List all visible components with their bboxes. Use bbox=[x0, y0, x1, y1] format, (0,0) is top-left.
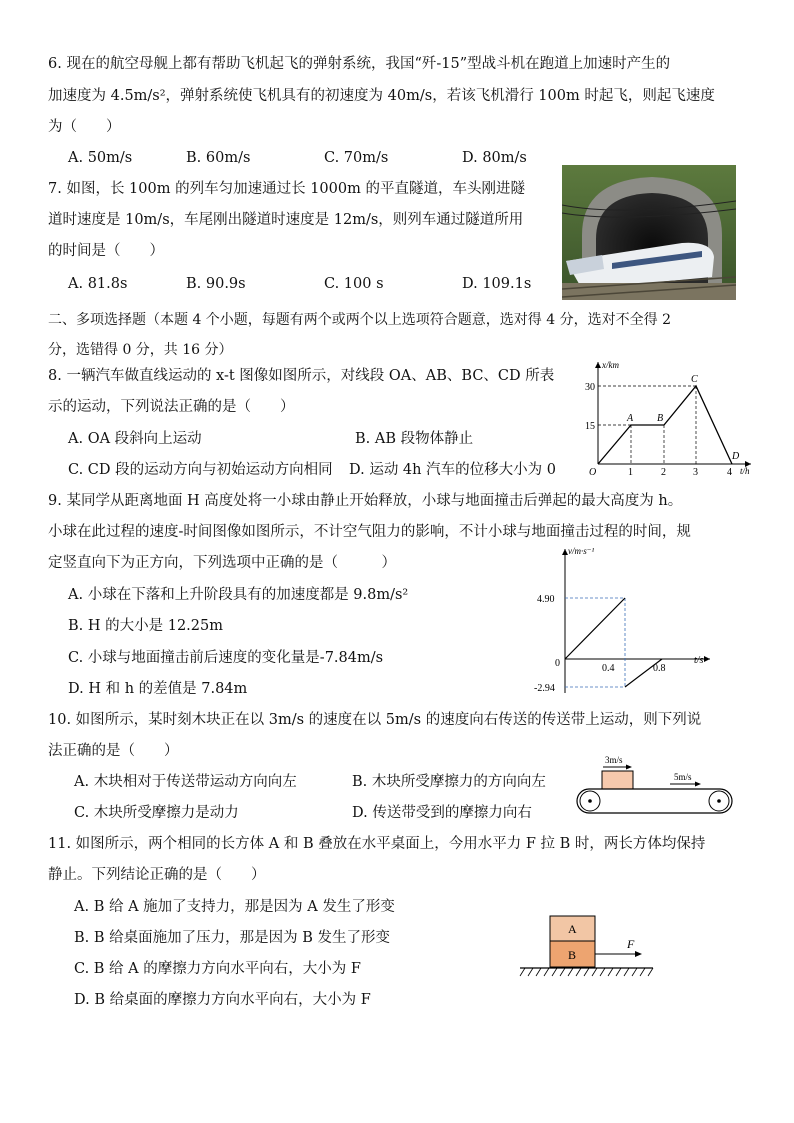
q8-graph-tick-3: 3 bbox=[693, 467, 698, 478]
section2-header-line1: 二、多项选择题（本题 4 个小题，每题有两个或两个以上选项符合题意，选对得 4 分，选对不全得 2 bbox=[48, 312, 671, 328]
q9-graph-origin: 0 bbox=[555, 658, 560, 669]
q6-option-a: A. 50m/s bbox=[68, 150, 133, 166]
q9-option-a: A. 小球在下落和上升阶段具有的加速度都是 9.8m/s² bbox=[68, 587, 409, 603]
q11-option-b: B. B 给桌面施加了压力，那是因为 B 发生了形变 bbox=[74, 930, 391, 946]
q10-block-speed-label: 3m/s bbox=[605, 755, 623, 765]
q8-graph-tick-1: 1 bbox=[628, 467, 633, 478]
q8-graph-point-c: C bbox=[691, 374, 698, 385]
q7-option-b: B. 90.9s bbox=[186, 276, 246, 292]
q8-stem-line2: 示的运动，下列说法正确的是（ ） bbox=[48, 399, 295, 415]
q8-graph-tick-15: 15 bbox=[585, 421, 595, 432]
q8-graph-point-d: D bbox=[732, 451, 740, 462]
q8-graph-point-b: B bbox=[657, 413, 664, 424]
q10-option-a: A. 木块相对于传送带运动方向向左 bbox=[74, 774, 297, 790]
q9-graph-ylabel: v/m·s⁻¹ bbox=[568, 546, 595, 556]
q11-stacked-blocks-figure bbox=[517, 913, 677, 981]
q6-stem-line3: 为（ ） bbox=[48, 119, 121, 135]
q8-option-d: D. 运动 4h 汽车的位移大小为 0 bbox=[349, 462, 556, 478]
q10-stem-line1: 10. 如图所示，某时刻木块正在以 3m/s 的速度在以 5m/s 的速度向右传送的传送带上运动，则下列说 bbox=[48, 712, 702, 728]
q8-option-a: A. OA 段斜向上运动 bbox=[68, 431, 202, 447]
q9-stem-line3: 定竖直向下为正方向，下列选项中正确的是（ ） bbox=[48, 555, 396, 571]
q10-option-b: B. 木块所受摩擦力的方向向左 bbox=[352, 774, 546, 790]
q9-stem-line2: 小球在此过程的速度-时间图像如图所示，不计空气阻力的影响，不计小球与地面撞击过程的时间，规 bbox=[48, 524, 691, 540]
q7-stem-line1: 7. 如图，长 100m 的列车匀加速通过长 1000m 的平直隧道，车头刚进隧 bbox=[48, 181, 525, 197]
q8-graph-ylabel: x/km bbox=[602, 360, 619, 370]
q7-option-c: C. 100 s bbox=[324, 276, 384, 292]
q9-graph-tick-0-4: 0.4 bbox=[602, 663, 615, 674]
q7-stem-line3: 的时间是（ ） bbox=[48, 243, 164, 259]
q8-graph-tick-2: 2 bbox=[661, 467, 666, 478]
q8-option-b: B. AB 段物体静止 bbox=[355, 431, 474, 447]
q6-option-d: D. 80m/s bbox=[462, 150, 527, 166]
tunnel-train-photo bbox=[562, 165, 736, 300]
q6-option-c: C. 70m/s bbox=[324, 150, 389, 166]
q10-option-d: D. 传送带受到的摩擦力向右 bbox=[352, 805, 532, 821]
q11-force-label: F bbox=[627, 937, 635, 951]
q8-graph-origin: O bbox=[589, 467, 597, 478]
q9-vt-graph bbox=[532, 543, 717, 699]
q9-option-c: C. 小球与地面撞击前后速度的变化量是-7.84m/s bbox=[68, 650, 384, 666]
q9-graph-tick-top: 4.90 bbox=[537, 594, 555, 605]
q6-stem-line2: 加速度为 4.5m/s²，弹射系统使飞机具有的初速度为 40m/s，若该飞机滑行 100m 时起飞，则起飞速度 bbox=[48, 88, 715, 104]
q10-stem-line2: 法正确的是（ ） bbox=[48, 743, 179, 759]
q10-conveyor-figure bbox=[574, 752, 738, 822]
q8-option-c: C. CD 段的运动方向与初始运动方向相同 bbox=[68, 462, 333, 478]
q7-stem-line2: 道时速度是 10m/s，车尾刚出隧道时速度是 12m/s，则列车通过隧道所用 bbox=[48, 212, 524, 228]
q8-graph-tick-4: 4 bbox=[727, 467, 732, 478]
q7-option-d: D. 109.1s bbox=[462, 276, 532, 292]
q9-option-d: D. H 和 h 的差值是 7.84m bbox=[68, 681, 248, 697]
q8-graph-point-a: A bbox=[627, 413, 634, 424]
q8-graph-xlabel: t/h bbox=[740, 466, 750, 476]
q6-option-b: B. 60m/s bbox=[186, 150, 251, 166]
q10-option-c: C. 木块所受摩擦力是动力 bbox=[74, 805, 239, 821]
q9-graph-tick-bottom: -2.94 bbox=[534, 683, 555, 694]
q8-xt-graph bbox=[585, 356, 757, 478]
q11-option-c: C. B 给 A 的摩擦力方向水平向右，大小为 F bbox=[74, 961, 361, 977]
q7-option-a: A. 81.8s bbox=[68, 276, 128, 292]
q11-stem-line1: 11. 如图所示，两个相同的长方体 A 和 B 叠放在水平桌面上，今用水平力 F 拉 B 时，两长方体均保持 bbox=[48, 836, 706, 852]
q8-stem-line1: 8. 一辆汽车做直线运动的 x-t 图像如图所示，对线段 OA、AB、BC、CD 所表 bbox=[48, 368, 555, 384]
q6-stem-line1: 6. 现在的航空母舰上都有帮助飞机起飞的弹射系统，我国“歼-15”型战斗机在跑道上加速时产生的 bbox=[48, 56, 671, 72]
q10-belt-speed-label: 5m/s bbox=[674, 772, 692, 782]
q11-stem-line2: 静止。下列结论正确的是（ ） bbox=[48, 867, 266, 883]
q11-block-a-label: A bbox=[568, 922, 577, 936]
q9-graph-xlabel: t/s bbox=[694, 655, 704, 666]
q9-stem-line1: 9. 某同学从距离地面 H 高度处将一小球由静止开始释放，小球与地面撞击后弹起的最大高度为 h。 bbox=[48, 493, 683, 509]
q11-option-d: D. B 给桌面的摩擦力方向水平向右，大小为 F bbox=[74, 992, 371, 1008]
q9-option-b: B. H 的大小是 12.25m bbox=[68, 618, 223, 634]
q8-graph-tick-30: 30 bbox=[585, 382, 595, 393]
q9-graph-tick-0-8: 0.8 bbox=[653, 663, 666, 674]
q11-option-a: A. B 给 A 施加了支持力，那是因为 A 发生了形变 bbox=[74, 899, 395, 915]
section2-header-line2: 分，选错得 0 分，共 16 分） bbox=[48, 342, 233, 358]
q11-block-b-label: B bbox=[568, 948, 577, 962]
